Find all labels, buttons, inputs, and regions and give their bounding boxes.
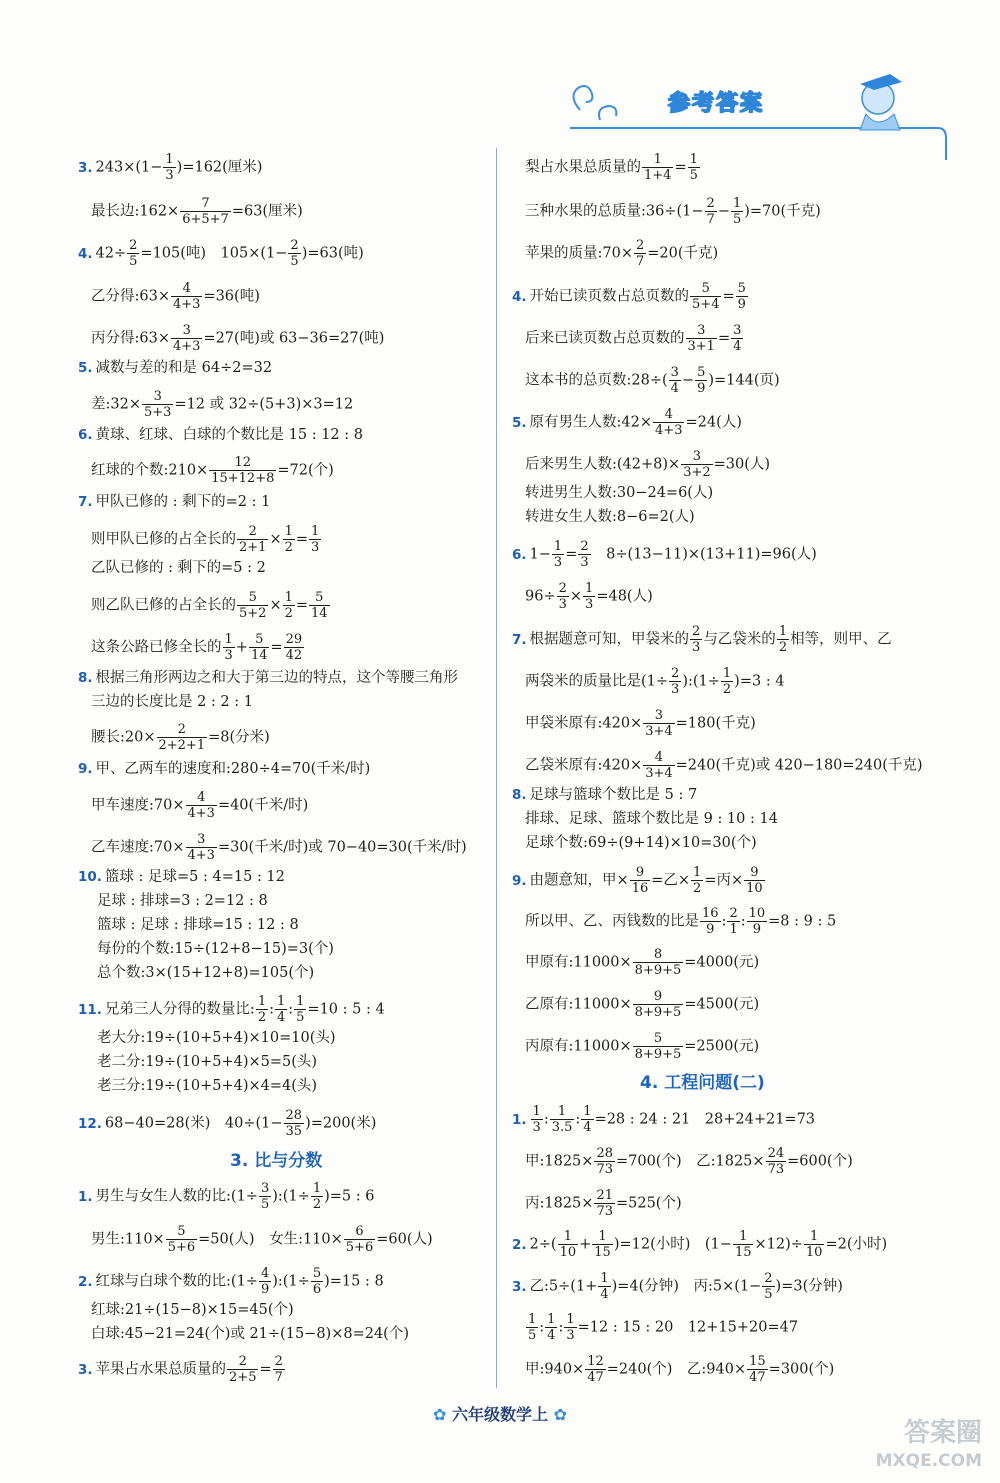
fraction: $\frac{9}{8+9+5}$ bbox=[634, 989, 682, 1020]
answer-line: 丙分得:63× $\frac{3}{4+3}$ =27(吨)或 63−36=27(吨) bbox=[91, 323, 385, 354]
answer-line: 转进男生人数:30−24=6(人) bbox=[525, 485, 714, 501]
fraction: $\frac{1}{4}$ bbox=[583, 1104, 592, 1135]
question-number: 3. bbox=[78, 159, 93, 176]
answer-line: 8. 根据三角形两边之和大于第三边的特点，这个等腰三角形 bbox=[78, 670, 459, 686]
fraction: $\frac{5}{5+2}$ bbox=[239, 590, 267, 621]
fraction: $\frac{1}{3}$ bbox=[585, 581, 594, 612]
section-title: 4. 工程问题(二) bbox=[640, 1073, 765, 1093]
answer-line: 苹果的质量:70× $\frac{2}{7}$ =20(千克) bbox=[525, 238, 719, 269]
answer-line: 最长边:162× $\frac{7}{6+5+7}$ =63(厘米) bbox=[91, 196, 303, 227]
fraction: $\frac{2}{3}$ bbox=[558, 581, 567, 612]
answer-line: 10. 篮球 : 足球=5 : 4=15 : 12 bbox=[78, 869, 285, 885]
fraction: $\frac{4}{3+4}$ bbox=[645, 750, 673, 781]
fraction: $\frac{8}{8+9+5}$ bbox=[634, 947, 682, 978]
answer-line: 每份的个数:15÷(12+8−15)=3(个) bbox=[97, 941, 334, 957]
question-number: 9. bbox=[78, 761, 93, 777]
fraction: $\frac{24}{73}$ bbox=[767, 1146, 785, 1177]
answer-line: 3. 243×(1− $\frac{1}{3}$ )=162(厘米) bbox=[78, 152, 263, 183]
fraction: $\frac{2}{2+1}$ bbox=[239, 524, 267, 555]
question-number: 12. bbox=[78, 1115, 102, 1132]
answer-line: 3. 乙:5÷(1+ $\frac{1}{4}$ )=4(分钟) 丙:5×(1− $\frac{2}{5}$ )=3(分钟) bbox=[512, 1271, 843, 1302]
answer-line: 两袋米的质量比是(1÷ $\frac{2}{3}$ ):(1÷ $\frac{1}{2}$ )=3 : 4 bbox=[525, 666, 785, 697]
fraction: $\frac{3}{4+3}$ bbox=[187, 832, 215, 863]
fraction: $\frac{5}{14}$ bbox=[311, 590, 328, 621]
answer-line: 红球:21÷(15−8)×15=45(个) bbox=[91, 1302, 294, 1318]
butterfly-right-icon: ✿ bbox=[553, 1405, 567, 1424]
question-number: 1. bbox=[78, 1188, 93, 1205]
fraction: $\frac{1}{3}$ bbox=[165, 152, 174, 183]
answer-line: 老大分:19÷(10+5+4)×10=10(头) bbox=[97, 1030, 336, 1046]
fraction: $\frac{1}{2}$ bbox=[722, 666, 732, 697]
answer-line: 6. 1− $\frac{1}{3}$ = $\frac{2}{3}$ 8÷(13−11)×(13+11)=96(人) bbox=[512, 539, 817, 570]
answer-line: 9. 由题意知，甲× $\frac{9}{16}$ =乙× $\frac{1}{2}$ =丙× $\frac{9}{10}$ bbox=[512, 865, 763, 896]
answer-line: 则甲队已修的占全长的 $\frac{2}{2+1}$ × $\frac{1}{2}$ = $\frac{1}{3}$ bbox=[91, 524, 320, 555]
fraction: $\frac{3}{5+3}$ bbox=[144, 389, 172, 420]
fraction: $\frac{1}{5}$ bbox=[732, 196, 742, 227]
answer-line: 梨占水果总质量的 $\frac{1}{1+4}$ = $\frac{1}{5}$ bbox=[525, 152, 698, 183]
question-number: 11. bbox=[78, 1001, 102, 1018]
question-number: 7. bbox=[78, 494, 93, 510]
fraction: $\frac{2}{7}$ bbox=[636, 238, 645, 269]
answer-line: 差:32× $\frac{3}{5+3}$ =12 或 32÷(5+3)×3=12 bbox=[91, 389, 354, 420]
fraction: $\frac{2}{5}$ bbox=[129, 238, 138, 269]
fraction: $\frac{4}{4+3}$ bbox=[173, 281, 201, 312]
answer-line: 转进女生人数:8−6=2(人) bbox=[525, 509, 695, 525]
fraction: $\frac{2}{1}$ bbox=[729, 906, 738, 937]
question-number: 2. bbox=[512, 1236, 527, 1253]
answer-line: 1. 男生与女生人数的比:(1÷ $\frac{3}{5}$ ):(1÷ $\frac{1}{2}$ )=5 : 6 bbox=[78, 1181, 375, 1212]
answer-line: $\frac{1}{5}$ : $\frac{1}{4}$ : $\frac{1}{3}$ =12 : 15 : 20 12+15+20=47 bbox=[528, 1312, 799, 1343]
answer-line: 乙车速度:70× $\frac{3}{4+3}$ =30(千米/时)或 70−40=30(千米/时) bbox=[91, 832, 467, 863]
answer-line: 甲:940× $\frac{12}{47}$ =240(个) 乙:940× $\frac{15}{47}$ =300(个) bbox=[525, 1354, 835, 1385]
answer-line: 甲:1825× $\frac{28}{73}$ =700(个) 乙:1825× $\frac{24}{73}$ =600(个) bbox=[525, 1146, 853, 1177]
question-number: 4. bbox=[512, 288, 527, 305]
fraction: $\frac{1}{2}$ bbox=[312, 1181, 322, 1212]
fraction: $\frac{1}{3}$ bbox=[311, 524, 320, 555]
fraction: $\frac{1}{4}$ bbox=[276, 994, 286, 1025]
answer-line: 足球个数:69÷(9+14)×10=30(个) bbox=[525, 835, 757, 851]
question-number: 6. bbox=[78, 427, 93, 443]
answer-line: 乙队已修的 : 剩下的=5 : 2 bbox=[91, 560, 266, 576]
answer-line: 1. $\frac{1}{3}$ : $\frac{1}{3.5}$ : $\frac{1}{4}$ =28 : 24 : 21 28+24+21=73 bbox=[512, 1104, 816, 1135]
question-number: 5. bbox=[78, 360, 93, 376]
fraction: $\frac{1}{5}$ bbox=[528, 1312, 537, 1343]
answer-line: 9. 甲、乙两车的速度和:280÷4=70(千米/时) bbox=[78, 761, 371, 777]
answer-line: 11. 兄弟三人分得的数量比: $\frac{1}{2}$ : $\frac{1}{4}$ : $\frac{1}{5}$ =10 : 5 : 4 bbox=[78, 994, 385, 1025]
answer-line: 后来已读页数占总页数的 $\frac{3}{3+1}$ = $\frac{3}{4}$ bbox=[525, 323, 742, 354]
fraction: $\frac{5}{9}$ bbox=[737, 281, 746, 312]
answer-line: 男生:110× $\frac{5}{5+6}$ =50(人) 女生:110× $\frac{6}{5+6}$ =60(人) bbox=[91, 1224, 433, 1255]
answer-line: 所以甲、乙、丙钱数的比是 $\frac{16}{9}$ : $\frac{2}{1}$ : $\frac{10}{9}$ =8 : 9 : 5 bbox=[525, 906, 837, 937]
question-number: 3. bbox=[78, 1361, 93, 1378]
answer-line: 4. 开始已读页数占总页数的 $\frac{5}{5+4}$ = $\frac{5}{9}$ bbox=[512, 281, 746, 312]
answer-line: 腰长:20× $\frac{2}{2+2+1}$ =8(分米) bbox=[91, 722, 270, 753]
question-number: 9. bbox=[512, 872, 527, 889]
answer-line: 7. 甲队已修的 : 剩下的=2 : 1 bbox=[78, 494, 271, 510]
fraction: $\frac{28}{73}$ bbox=[596, 1146, 613, 1177]
page-footer bbox=[0, 1402, 1000, 1425]
question-number: 7. bbox=[512, 631, 527, 648]
fraction: $\frac{1}{4}$ bbox=[547, 1312, 556, 1343]
fraction: $\frac{1}{2}$ bbox=[284, 590, 293, 621]
fraction: $\frac{3}{4}$ bbox=[670, 365, 679, 396]
fraction: $\frac{2}{2+2+1}$ bbox=[158, 722, 206, 753]
answer-line: 红球的个数:210× $\frac{12}{15+12+8}$ =72(个) bbox=[91, 455, 334, 486]
answer-line: 乙分得:63× $\frac{4}{4+3}$ =36(吨) bbox=[91, 281, 260, 312]
fraction: $\frac{2}{2+5}$ bbox=[229, 1354, 257, 1385]
question-number: 1. bbox=[512, 1111, 527, 1128]
answer-line: 6. 黄球、红球、白球的个数比是 15 : 12 : 8 bbox=[78, 427, 363, 443]
fraction: $\frac{1}{15}$ bbox=[594, 1229, 611, 1260]
fraction: $\frac{5}{14}$ bbox=[250, 632, 268, 663]
fraction: $\frac{10}{9}$ bbox=[748, 906, 766, 937]
fraction: $\frac{29}{42}$ bbox=[285, 632, 303, 663]
fraction: $\frac{1}{3}$ bbox=[553, 539, 563, 570]
fraction: $\frac{12}{15+12+8}$ bbox=[211, 455, 275, 486]
fraction: $\frac{1}{1+4}$ bbox=[644, 152, 672, 183]
fraction: $\frac{1}{10}$ bbox=[805, 1229, 823, 1260]
question-number: 8. bbox=[512, 787, 527, 803]
fraction: $\frac{2}{3}$ bbox=[671, 666, 680, 697]
fraction: $\frac{28}{35}$ bbox=[285, 1108, 303, 1139]
answer-key-badge: 参考答案 bbox=[668, 91, 765, 116]
fraction: $\frac{1}{3}$ bbox=[224, 632, 233, 663]
fraction: $\frac{1}{5}$ bbox=[296, 994, 305, 1025]
fraction: $\frac{1}{15}$ bbox=[734, 1229, 752, 1260]
fraction: $\frac{21}{73}$ bbox=[596, 1188, 613, 1219]
butterfly-left-icon: ✿ bbox=[433, 1405, 447, 1424]
answer-line: 丙:1825× $\frac{21}{73}$ =525(个) bbox=[525, 1188, 682, 1219]
fraction: $\frac{15}{47}$ bbox=[749, 1354, 766, 1385]
answer-line: 排球、足球、篮球个数比是 9 : 10 : 14 bbox=[525, 811, 778, 827]
answer-line: 8. 足球与篮球个数比是 5 : 7 bbox=[512, 787, 698, 803]
answer-line: 后来男生人数:(42+8)× $\frac{3}{3+2}$ =30(人) bbox=[525, 449, 771, 480]
fraction: $\frac{2}{3}$ bbox=[580, 539, 589, 570]
answer-line: 乙袋米原有:420× $\frac{4}{3+4}$ =240(千克)或 420−180=240(千克) bbox=[525, 750, 923, 781]
fraction: $\frac{9}{16}$ bbox=[631, 865, 649, 896]
question-number: 4. bbox=[78, 245, 93, 262]
answer-line: 甲原有:11000× $\frac{8}{8+9+5}$ =4000(元) bbox=[525, 947, 760, 978]
answer-line: 这条公路已修全长的 $\frac{1}{3}$ + $\frac{5}{14}$ = $\frac{29}{42}$ bbox=[91, 632, 303, 663]
fraction: $\frac{4}{4+3}$ bbox=[187, 790, 215, 821]
answer-line: 5. 原有男生人数:42× $\frac{4}{4+3}$ =24(人) bbox=[512, 407, 742, 438]
question-number: 8. bbox=[78, 670, 93, 686]
fraction: $\frac{1}{2}$ bbox=[257, 994, 267, 1025]
fraction: $\frac{2}{3}$ bbox=[692, 624, 701, 655]
fraction: $\frac{5}{8+9+5}$ bbox=[634, 1031, 682, 1062]
fraction: $\frac{5}{5+4}$ bbox=[692, 281, 720, 312]
answer-line: 足球 : 排球=3 : 2=12 : 8 bbox=[97, 893, 268, 909]
question-number: 6. bbox=[512, 546, 527, 563]
answer-line: 三种水果的总质量:36÷(1− $\frac{2}{7}$ − $\frac{1}{5}$ )=70(千克) bbox=[525, 196, 821, 227]
answer-line: 老三分:19÷(10+5+4)×4=4(头) bbox=[97, 1078, 318, 1094]
fraction: $\frac{7}{6+5+7}$ bbox=[182, 196, 229, 227]
fraction: $\frac{5}{5+6}$ bbox=[167, 1224, 196, 1255]
answer-line: 4. 42÷ $\frac{2}{5}$ =105(吨) 105×(1− $\frac{2}{5}$ )=63(吨) bbox=[78, 238, 364, 269]
answer-line: 甲车速度:70× $\frac{4}{4+3}$ =40(千米/时) bbox=[91, 790, 309, 821]
fraction: $\frac{2}{5}$ bbox=[290, 238, 299, 269]
answer-line: 三边的长度比是 2 : 2 : 1 bbox=[91, 694, 253, 710]
fraction: $\frac{1}{2}$ bbox=[778, 624, 788, 655]
watermark: 答案圈 MXQE.COM bbox=[875, 1418, 982, 1471]
answer-line: 甲袋米原有:420× $\frac{3}{3+4}$ =180(千克) bbox=[525, 708, 756, 739]
answer-line: 白球:45−21=24(个)或 21÷(15−8)×8=24(个) bbox=[91, 1326, 409, 1342]
answer-line: 总个数:3×(15+12+8)=105(个) bbox=[97, 965, 315, 981]
fraction: $\frac{1}{3.5}$ bbox=[551, 1104, 573, 1135]
fraction: $\frac{9}{10}$ bbox=[746, 865, 763, 896]
answer-line: 7. 根据题意可知，甲袋米的 $\frac{2}{3}$ 与乙袋米的 $\frac{1}{2}$ 相等，则甲、乙 bbox=[512, 624, 892, 655]
fraction: $\frac{2}{7}$ bbox=[274, 1354, 283, 1385]
answer-line: 篮球 : 足球 : 排球=15 : 12 : 8 bbox=[97, 917, 299, 933]
fraction: $\frac{3}{3+4}$ bbox=[645, 708, 673, 739]
question-number: 2. bbox=[78, 1273, 93, 1290]
fraction: $\frac{6}{5+6}$ bbox=[345, 1224, 374, 1255]
fraction: $\frac{5}{9}$ bbox=[697, 365, 706, 396]
question-number: 10. bbox=[78, 869, 102, 885]
fraction: $\frac{1}{4}$ bbox=[600, 1271, 609, 1302]
answer-line: 5. 减数与差的和是 64÷2=32 bbox=[78, 360, 273, 376]
book-title: 六年级数学上 bbox=[451, 1405, 548, 1424]
column-divider bbox=[496, 148, 497, 1388]
answer-line: 乙原有:11000× $\frac{9}{8+9+5}$ =4500(元) bbox=[525, 989, 760, 1020]
fraction: $\frac{3}{3+2}$ bbox=[683, 449, 711, 480]
answer-line: 这本书的总页数:28÷( $\frac{3}{4}$ − $\frac{5}{9}$ )=144(页) bbox=[525, 365, 780, 396]
section-title: 3. 比与分数 bbox=[230, 1151, 323, 1171]
fraction: $\frac{3}{5}$ bbox=[260, 1181, 270, 1212]
fraction: $\frac{5}{6}$ bbox=[312, 1266, 322, 1297]
question-number: 3. bbox=[512, 1278, 527, 1295]
fraction: $\frac{4}{4+3}$ bbox=[655, 407, 683, 438]
fraction: $\frac{3}{4+3}$ bbox=[173, 323, 201, 354]
answer-line: 丙原有:11000× $\frac{5}{8+9+5}$ =2500(元) bbox=[525, 1031, 760, 1062]
fraction: $\frac{1}{3}$ bbox=[532, 1104, 541, 1135]
fraction: $\frac{3}{4}$ bbox=[733, 323, 742, 354]
fraction: $\frac{12}{47}$ bbox=[587, 1354, 604, 1385]
fraction: $\frac{1}{5}$ bbox=[689, 152, 698, 183]
fraction: $\frac{4}{9}$ bbox=[260, 1266, 270, 1297]
answer-line: 3. 苹果占水果总质量的 $\frac{2}{2+5}$ = $\frac{2}{7}$ bbox=[78, 1354, 283, 1385]
answer-line: 96÷ $\frac{2}{3}$ × $\frac{1}{3}$ =48(人) bbox=[525, 581, 653, 612]
fraction: $\frac{2}{5}$ bbox=[764, 1271, 773, 1302]
answer-line: 2. 2÷( $\frac{1}{10}$ + $\frac{1}{15}$ )=12(小时) (1− $\frac{1}{15}$ ×12)÷ $\frac{1}{10}$ =2(小时) bbox=[512, 1229, 888, 1260]
fraction: $\frac{2}{7}$ bbox=[706, 196, 715, 227]
fraction: $\frac{1}{2}$ bbox=[693, 865, 702, 896]
fraction: $\frac{1}{2}$ bbox=[284, 524, 293, 555]
answer-line: 12. 68−40=28(米) 40÷(1− $\frac{28}{35}$ )=200(米) bbox=[78, 1108, 377, 1139]
fraction: $\frac{1}{3}$ bbox=[566, 1312, 575, 1343]
answer-line: 老二分:19÷(10+5+4)×5=5(头) bbox=[97, 1054, 318, 1070]
fraction: $\frac{16}{9}$ bbox=[702, 906, 719, 937]
fraction: $\frac{3}{3+1}$ bbox=[687, 323, 715, 354]
question-number: 5. bbox=[512, 414, 527, 431]
answer-line: 则乙队已修的占全长的 $\frac{5}{5+2}$ × $\frac{1}{2}$ = $\frac{5}{14}$ bbox=[91, 590, 328, 621]
fraction: $\frac{1}{10}$ bbox=[559, 1229, 577, 1260]
answer-line: 2. 红球与白球个数的比:(1÷ $\frac{4}{9}$ ):(1÷ $\frac{5}{6}$ )=15 : 8 bbox=[78, 1266, 384, 1297]
